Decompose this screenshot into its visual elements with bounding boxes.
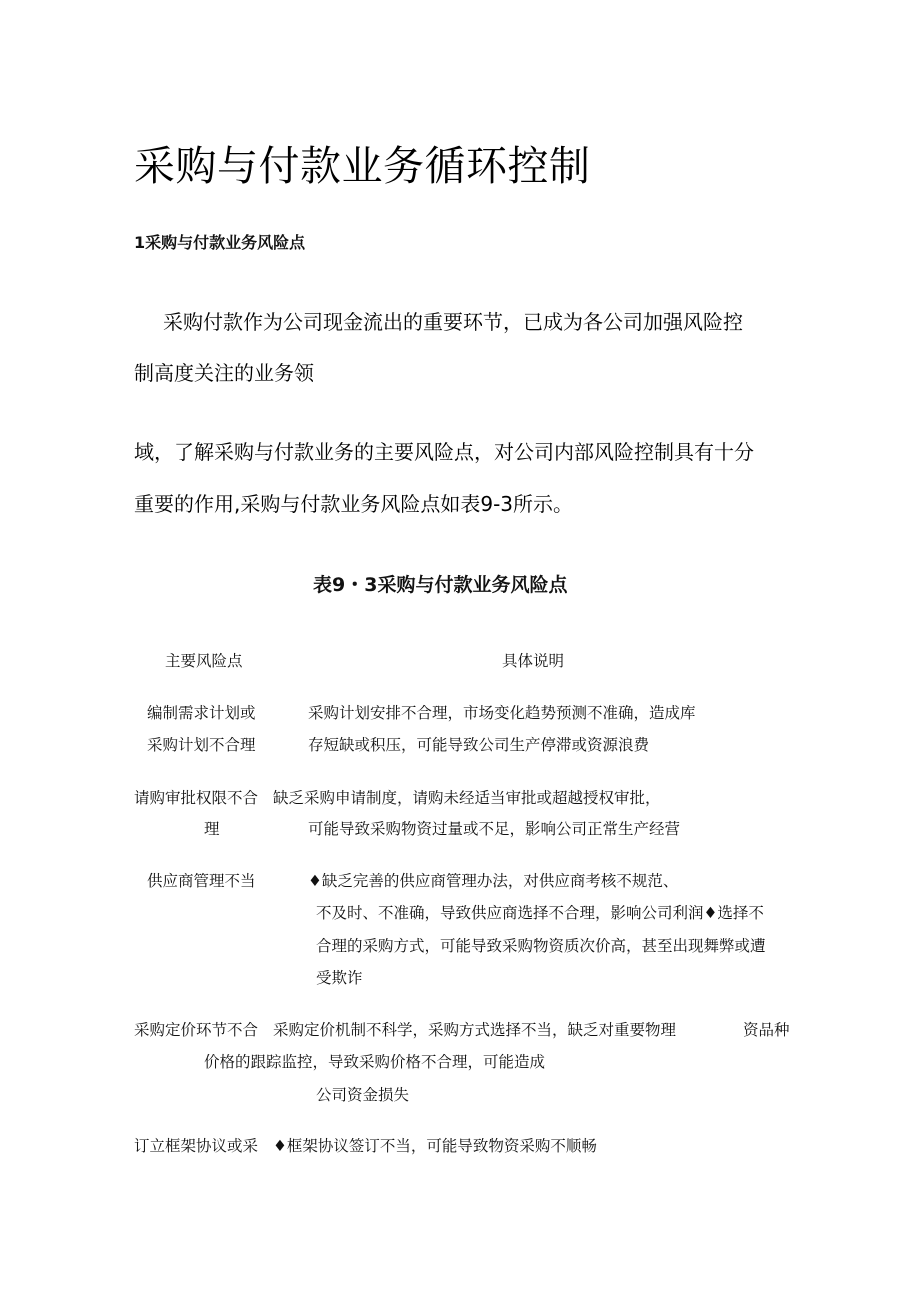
table-description-cell: 合理的采购方式，可能导致采购物资质次价高，甚至出现舞弊或遭	[316, 937, 766, 955]
table-risk-cell: 采购定价环节不合	[134, 1021, 259, 1039]
table-description-cell: 资品种	[743, 1021, 790, 1039]
table-risk-cell: 请购审批权限不合	[134, 789, 259, 807]
section-heading: 1采购与付款业务风险点	[134, 233, 306, 252]
table-description-cell: 不及时、不准确，导致供应商选择不合理，影响公司利润♦选择不	[316, 904, 764, 922]
table-caption: 表9・3采购与付款业务风险点	[313, 574, 568, 596]
table-description-cell: ♦框架协议签订不当，可能导致物资采购不顺畅	[273, 1137, 597, 1155]
table-description-cell: 公司资金损失	[316, 1086, 410, 1104]
table-description-cell: 存短缺或积压，可能导致公司生产停滞或资源浪费	[308, 736, 650, 754]
table-description-cell: 价格的跟踪监控，导致采购价格不合理，可能造成	[204, 1053, 546, 1071]
table-header-description: 具体说明	[502, 652, 565, 670]
table-description-cell: ♦缺乏完善的供应商管理办法，对供应商考核不规范、	[308, 872, 679, 890]
table-risk-cell: 订立框架协议或采	[134, 1137, 259, 1155]
table-description-cell: 受欺诈	[316, 969, 363, 987]
table-description-cell: 缺乏采购申请制度，请购未经适当审批或超越授权审批，	[273, 789, 661, 807]
paragraph-line: 重要的作用,采购与付款业务风险点如表9-3所示。	[134, 492, 574, 516]
table-risk-cell: 采购计划不合理	[147, 736, 256, 754]
paragraph-line: 域，了解采购与付款业务的主要风险点，对公司内部风险控制具有十分	[134, 440, 754, 464]
table-risk-cell: 供应商管理不当	[147, 872, 256, 890]
table-risk-cell: 理	[204, 820, 220, 838]
paragraph-line: 采购付款作为公司现金流出的重要环节，已成为各公司加强风险控	[163, 310, 743, 334]
table-description-cell: 采购定价机制不科学，采购方式选择不当，缺乏对重要物理	[273, 1021, 677, 1039]
table-risk-cell: 编制需求计划或	[147, 704, 256, 722]
table-header-risk: 主要风险点	[165, 652, 243, 670]
table-description-cell: 采购计划安排不合理，市场变化趋势预测不准确，造成库	[308, 704, 696, 722]
table-description-cell: 可能导致采购物资过量或不足，影响公司正常生产经营	[308, 820, 681, 838]
document-title: 采购与付款业务循环控制	[134, 142, 591, 190]
paragraph-line: 制高度关注的业务领	[134, 361, 314, 385]
